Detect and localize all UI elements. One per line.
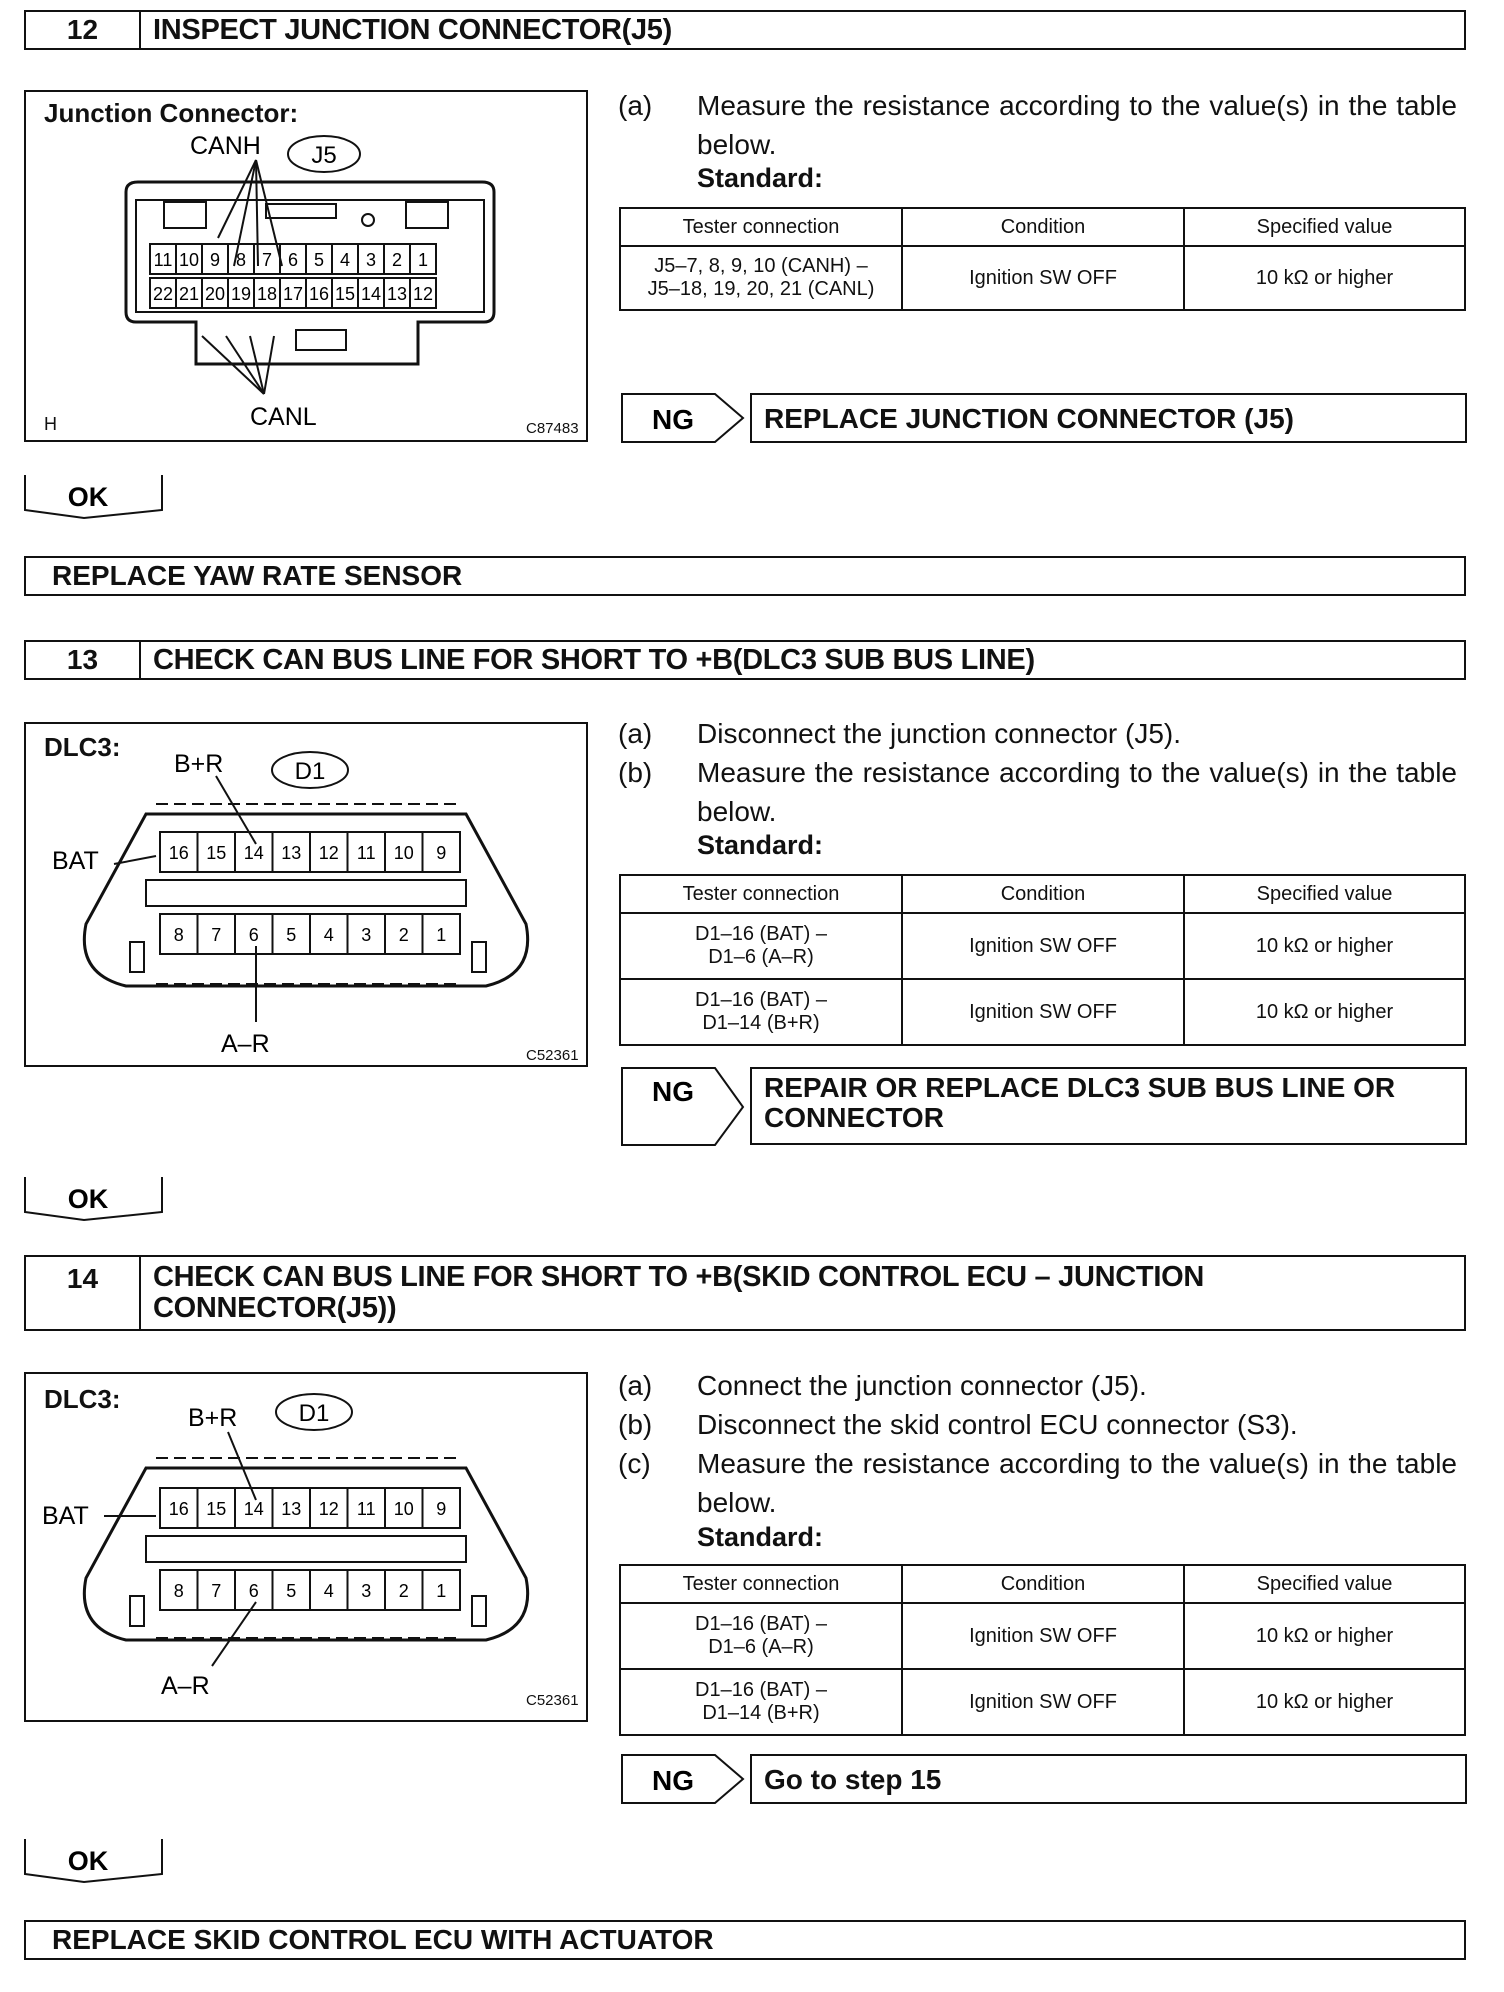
standard-label: Standard:: [697, 1522, 824, 1552]
bat-label: BAT: [42, 1502, 89, 1530]
pin-number: 1: [436, 925, 447, 945]
pin-number: 3: [361, 925, 372, 945]
cell-condition: Ignition SW OFF: [902, 979, 1184, 1045]
cell-value: 10 kΩ or higher: [1184, 913, 1465, 979]
pin-number: 11: [153, 250, 173, 270]
pin-number: 20: [204, 284, 226, 304]
junction-connector-figure: [24, 90, 588, 442]
ok-tab: [24, 1176, 164, 1222]
ng-branch: [621, 1754, 1467, 1806]
cell-value: 10 kΩ or higher: [1184, 246, 1465, 310]
instruction-item: [618, 1405, 1468, 1444]
instruction-list: [618, 1366, 1468, 1526]
cell-connection-1: D1–16 (BAT) –: [695, 989, 827, 1011]
pin-number: 5: [286, 925, 297, 945]
cell-connection-2: D1–14 (B+R): [702, 1012, 820, 1034]
step-number: 13: [26, 642, 141, 678]
ng-branch: [621, 1067, 1467, 1147]
figure-title: DLC3:: [44, 732, 121, 762]
cell-value: 10 kΩ or higher: [1184, 1603, 1465, 1669]
cell-value: 10 kΩ or higher: [1184, 1669, 1465, 1735]
pin-number: 4: [323, 925, 334, 945]
pin-row-top: [160, 1488, 460, 1528]
pin-number: 17: [282, 284, 304, 304]
pin-number: 12: [318, 1499, 339, 1519]
pin-number: 3: [361, 1581, 372, 1601]
col-header: Condition: [902, 875, 1184, 913]
cell-connection-2: J5–18, 19, 20, 21 (CANL): [647, 278, 875, 300]
pin-number: 13: [281, 1499, 302, 1519]
pin-number: 8: [235, 250, 247, 270]
pin-number: 13: [386, 284, 408, 304]
ok-tab: [24, 474, 164, 520]
cell-connection-1: D1–16 (BAT) –: [695, 1679, 827, 1701]
instruction-label: (c): [618, 1448, 651, 1479]
cell-connection-2: D1–14 (B+R): [702, 1702, 820, 1724]
pin-number: 10: [393, 843, 414, 863]
junction-connector-diagram: [26, 92, 586, 440]
pin-number: 3: [365, 250, 377, 270]
pin-number: 9: [209, 250, 221, 270]
pin-number: 15: [206, 1499, 227, 1519]
instruction-text: Disconnect the skid control ECU connector (S3).: [697, 1409, 1298, 1440]
pin-number: 1: [417, 250, 429, 270]
pin-number: 14: [243, 1499, 264, 1519]
table-row: [620, 913, 1465, 979]
cell-condition: Ignition SW OFF: [902, 246, 1184, 310]
col-header: Condition: [902, 208, 1184, 246]
cell-condition: Ignition SW OFF: [902, 1669, 1184, 1735]
figure-code: C52361: [526, 1692, 579, 1709]
pin-number: 16: [168, 1499, 189, 1519]
instruction-item: [618, 753, 1468, 831]
instruction-item: [618, 714, 1468, 753]
ng-action: REPAIR OR REPLACE DLC3 SUB BUS LINE OR CONNECTOR: [750, 1067, 1467, 1145]
canh-label: CANH: [190, 132, 261, 160]
pin-number: 6: [248, 1581, 259, 1601]
pin-row-bottom: [160, 914, 460, 954]
ng-tag-text: NG: [652, 1076, 694, 1107]
cell-connection-1: D1–16 (BAT) –: [695, 923, 827, 945]
step-13-header: [24, 640, 1466, 680]
instruction-label: (a): [618, 90, 653, 121]
cell-connection-2: D1–6 (A–R): [708, 1636, 814, 1658]
pin-row-bottom: [150, 278, 436, 308]
standard-label: Standard:: [697, 163, 824, 193]
connector-id: D1: [294, 758, 326, 785]
spec-table: [619, 207, 1466, 311]
instruction-item: [618, 1366, 1468, 1405]
step-title: CHECK CAN BUS LINE FOR SHORT TO +B(SKID CONTROL ECU – JUNCTION CONNECTOR(J5)): [153, 1261, 1204, 1324]
a-r-label: A–R: [221, 1030, 270, 1058]
cell-connection-1: J5–7, 8, 9, 10 (CANH) –: [654, 255, 868, 277]
ng-action: Go to step 15: [750, 1754, 1467, 1804]
ok-label: OK: [67, 1846, 109, 1876]
ng-arrow-tag: [621, 1067, 747, 1147]
pin-number: 2: [398, 925, 409, 945]
figure-corner-mark: H: [44, 414, 57, 434]
cell-connection-2: D1–6 (A–R): [708, 946, 814, 968]
a-r-label: A–R: [161, 1672, 210, 1700]
col-header: Specified value: [1184, 1565, 1465, 1603]
pin-number: 12: [412, 284, 434, 304]
ok-label: OK: [67, 482, 109, 512]
connector-id: J5: [311, 142, 337, 169]
ng-tag-text: NG: [652, 1765, 694, 1796]
result-skid-control-ecu: REPLACE SKID CONTROL ECU WITH ACTUATOR: [24, 1920, 1466, 1960]
pin-number: 9: [436, 1499, 447, 1519]
pin-number: 10: [178, 250, 200, 270]
ng-arrow-tag: [621, 1754, 747, 1806]
ng-arrow-tag: [621, 393, 747, 445]
step-12-header: [24, 10, 1466, 50]
connector-id: D1: [298, 1400, 330, 1427]
pin-number: 11: [356, 1499, 376, 1519]
ok-label: OK: [67, 1184, 109, 1214]
instruction-label: (b): [618, 757, 653, 788]
instruction-label: (b): [618, 1409, 653, 1440]
step-14-header: [24, 1255, 1466, 1331]
pin-number: 4: [339, 250, 351, 270]
ok-tab: [24, 1838, 164, 1884]
instruction-text: Measure the resistance according to the value(s) in the table below.: [697, 757, 1457, 827]
bat-label: BAT: [52, 847, 99, 875]
cell-condition: Ignition SW OFF: [902, 913, 1184, 979]
pin-number: 2: [391, 250, 403, 270]
pin-number: 7: [211, 925, 222, 945]
pin-number: 15: [334, 284, 356, 304]
instruction-list: [618, 86, 1468, 166]
spec-table: [619, 874, 1466, 1046]
pin-row-top: [160, 832, 460, 872]
pin-number: 6: [287, 250, 299, 270]
cell-condition: Ignition SW OFF: [902, 1603, 1184, 1669]
col-header: Specified value: [1184, 208, 1465, 246]
table-row: [620, 979, 1465, 1045]
table-row: [620, 246, 1465, 310]
pin-number: 7: [211, 1581, 222, 1601]
pin-number: 14: [360, 284, 382, 304]
dlc3-diagram: [26, 724, 586, 1065]
pin-number: 6: [248, 925, 259, 945]
pin-number: 18: [256, 284, 278, 304]
pin-number: 16: [308, 284, 330, 304]
step-number: 12: [26, 12, 141, 48]
instruction-text: Measure the resistance according to the value(s) in the table below.: [697, 1448, 1457, 1518]
cell-connection-1: D1–16 (BAT) –: [695, 1613, 827, 1635]
pin-number: 1: [436, 1581, 447, 1601]
result-yaw-rate-sensor: REPLACE YAW RATE SENSOR: [24, 556, 1466, 596]
dlc3-figure-a: [24, 722, 588, 1067]
dlc3-diagram: [26, 1374, 586, 1720]
spec-table: [619, 1564, 1466, 1736]
col-header: Condition: [902, 1565, 1184, 1603]
pin-number: 11: [356, 843, 376, 863]
dlc3-figure-b: [24, 1372, 588, 1722]
pin-number: 16: [168, 843, 189, 863]
pin-number: 5: [286, 1581, 297, 1601]
col-header: Specified value: [1184, 875, 1465, 913]
standard-label: Standard:: [697, 830, 824, 860]
pin-number: 9: [436, 843, 447, 863]
instruction-list: [618, 714, 1468, 834]
figure-code: C87483: [526, 420, 579, 437]
instruction-item: [618, 1444, 1468, 1522]
col-header: Tester connection: [620, 1565, 902, 1603]
table-row: [620, 1669, 1465, 1735]
b-plus-r-label: B+R: [174, 750, 224, 778]
instruction-text: Disconnect the junction connector (J5).: [697, 718, 1182, 749]
pin-number: 5: [313, 250, 325, 270]
pin-row-bottom: [160, 1570, 460, 1610]
step-number: 14: [26, 1257, 141, 1329]
pin-number: 22: [152, 284, 174, 304]
pin-number: 8: [173, 1581, 184, 1601]
instruction-text: Measure the resistance according to the value(s) in the table below.: [697, 90, 1457, 160]
pin-number: 2: [398, 1581, 409, 1601]
ng-branch: [621, 393, 1467, 445]
pin-number: 4: [323, 1581, 334, 1601]
canl-label: CANL: [250, 403, 317, 431]
figure-title: Junction Connector:: [44, 98, 299, 128]
figure-code: C52361: [526, 1047, 579, 1064]
pin-number: 8: [173, 925, 184, 945]
instruction-label: (a): [618, 1370, 653, 1401]
pin-number: 13: [281, 843, 302, 863]
pin-number: 14: [243, 843, 264, 863]
col-header: Tester connection: [620, 875, 902, 913]
cell-value: 10 kΩ or higher: [1184, 979, 1465, 1045]
pin-number: 12: [318, 843, 339, 863]
step-title: CHECK CAN BUS LINE FOR SHORT TO +B(DLC3 SUB BUS LINE): [153, 643, 1035, 676]
ng-action: REPLACE JUNCTION CONNECTOR (J5): [750, 393, 1467, 443]
instruction-text: Connect the junction connector (J5).: [697, 1370, 1147, 1401]
ng-tag-text: NG: [652, 404, 694, 435]
step-title: INSPECT JUNCTION CONNECTOR(J5): [153, 13, 672, 46]
col-header: Tester connection: [620, 208, 902, 246]
b-plus-r-label: B+R: [188, 1404, 238, 1432]
table-row: [620, 1603, 1465, 1669]
pin-number: 21: [178, 284, 200, 304]
instruction-label: (a): [618, 718, 653, 749]
pin-number: 7: [261, 250, 273, 270]
pin-number: 10: [393, 1499, 414, 1519]
pin-number: 19: [230, 284, 252, 304]
pin-row-top: [150, 244, 436, 274]
figure-title: DLC3:: [44, 1384, 121, 1414]
pin-number: 15: [206, 843, 227, 863]
